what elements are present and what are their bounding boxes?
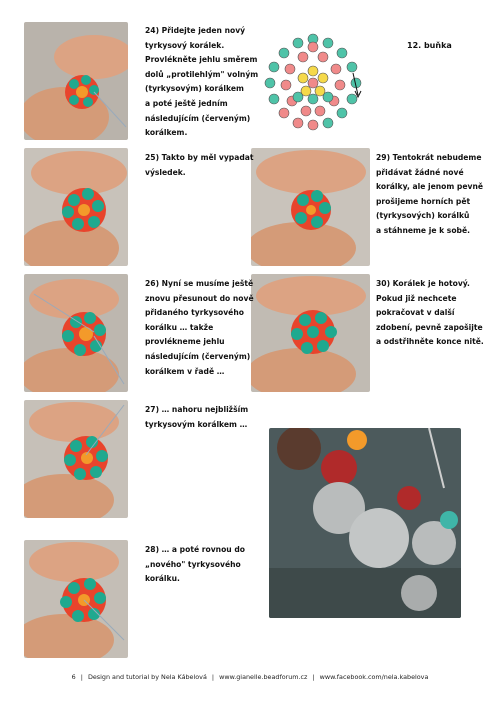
photo-step-27 <box>24 400 128 518</box>
step-24-line: (tyrkysovým) korálkem <box>145 84 244 94</box>
step-26-line: 26) Nyní se musíme ještě <box>145 279 254 288</box>
step-28-line: korálku. <box>145 574 180 584</box>
step-26-line: znovu přesunout do nově <box>145 293 254 303</box>
step-24-line: Provlékněte jehlu směrem <box>145 55 258 65</box>
step-24-line: 24) Přidejte jeden nový <box>145 26 246 35</box>
step-26-line: korálku … takže <box>145 322 214 332</box>
step-27-line: tyrkysovým korálkem … <box>145 419 248 429</box>
step-29-line: korálky, ale jenom pevně <box>376 182 484 192</box>
footer-facebook-link[interactable]: www.facebook.com/nela.kabelova <box>319 673 429 681</box>
step-24-text <box>145 24 258 141</box>
step-29-line: 29) Tentokrát nebudeme <box>376 153 482 162</box>
step-28-text <box>145 543 245 587</box>
step-25-line: výsledek. <box>145 167 186 177</box>
photo-step-26 <box>24 274 128 392</box>
step-27-text <box>145 403 248 432</box>
step-24-line: dolů „protilehlým" volným <box>145 69 259 79</box>
footer-separator: | <box>211 673 215 681</box>
photo-step-24 <box>24 22 128 140</box>
step-30-line: a odstřihněte konce nitě. <box>376 337 484 347</box>
footer-website-link[interactable]: www.gianelle.beadforum.cz <box>219 673 308 681</box>
step-26-line: přidaného tyrkysového <box>145 308 244 318</box>
step-24-line: tyrkysový korálek. <box>145 40 225 50</box>
step-29-line: přidávat žádné nové <box>376 167 464 177</box>
step-30-line: pokračovat v další <box>376 308 455 318</box>
photo-step-25 <box>24 148 128 266</box>
photo-finished-necklace <box>269 428 461 618</box>
step-26-text <box>145 277 254 379</box>
step-28-line: 28) … a poté rovnou do <box>145 545 246 554</box>
step-29-line: prošijeme horních pět <box>376 196 471 206</box>
step-26-line: korálkem v řadě … <box>145 366 225 376</box>
step-24-line: korálkem. <box>145 128 188 138</box>
photo-step-28 <box>24 540 128 658</box>
page-number: 6 <box>71 673 76 681</box>
page-footer <box>0 673 500 681</box>
step-29-text <box>376 151 483 239</box>
photo-step-30 <box>251 274 370 392</box>
footer-separator: | <box>312 673 315 681</box>
step-30-line: zdobení, pevně zapošijte <box>376 322 483 332</box>
step-29-line: a stáhneme je k sobě. <box>376 225 471 235</box>
bead-pattern-diagram <box>258 33 368 131</box>
photo-step-29 <box>251 148 370 266</box>
step-30-line: 30) Korálek je hotový. <box>376 279 470 288</box>
step-26-line: provlékneme jehlu <box>145 337 225 347</box>
step-25-line: 25) Takto by měl vypadat <box>145 153 254 162</box>
footer-separator: | <box>80 673 83 681</box>
step-26-line: následujícím (červeným) <box>145 351 251 361</box>
step-30-line: Pokud již nechcete <box>376 293 457 303</box>
footer-credit: Design and tutorial by Nela Kábelová <box>87 673 207 681</box>
step-25-text <box>145 151 254 180</box>
step-24-line: a poté ještě jedním <box>145 98 228 108</box>
diagram-title: 12. buňka <box>407 41 452 50</box>
step-29-line: (tyrkysových) korálků <box>376 211 470 221</box>
step-27-line: 27) … nahoru nejbližším <box>145 405 249 414</box>
step-30-text <box>376 277 484 350</box>
step-24-line: následujícím (červeným) <box>145 113 251 123</box>
step-28-line: „nového" tyrkysového <box>145 559 241 569</box>
